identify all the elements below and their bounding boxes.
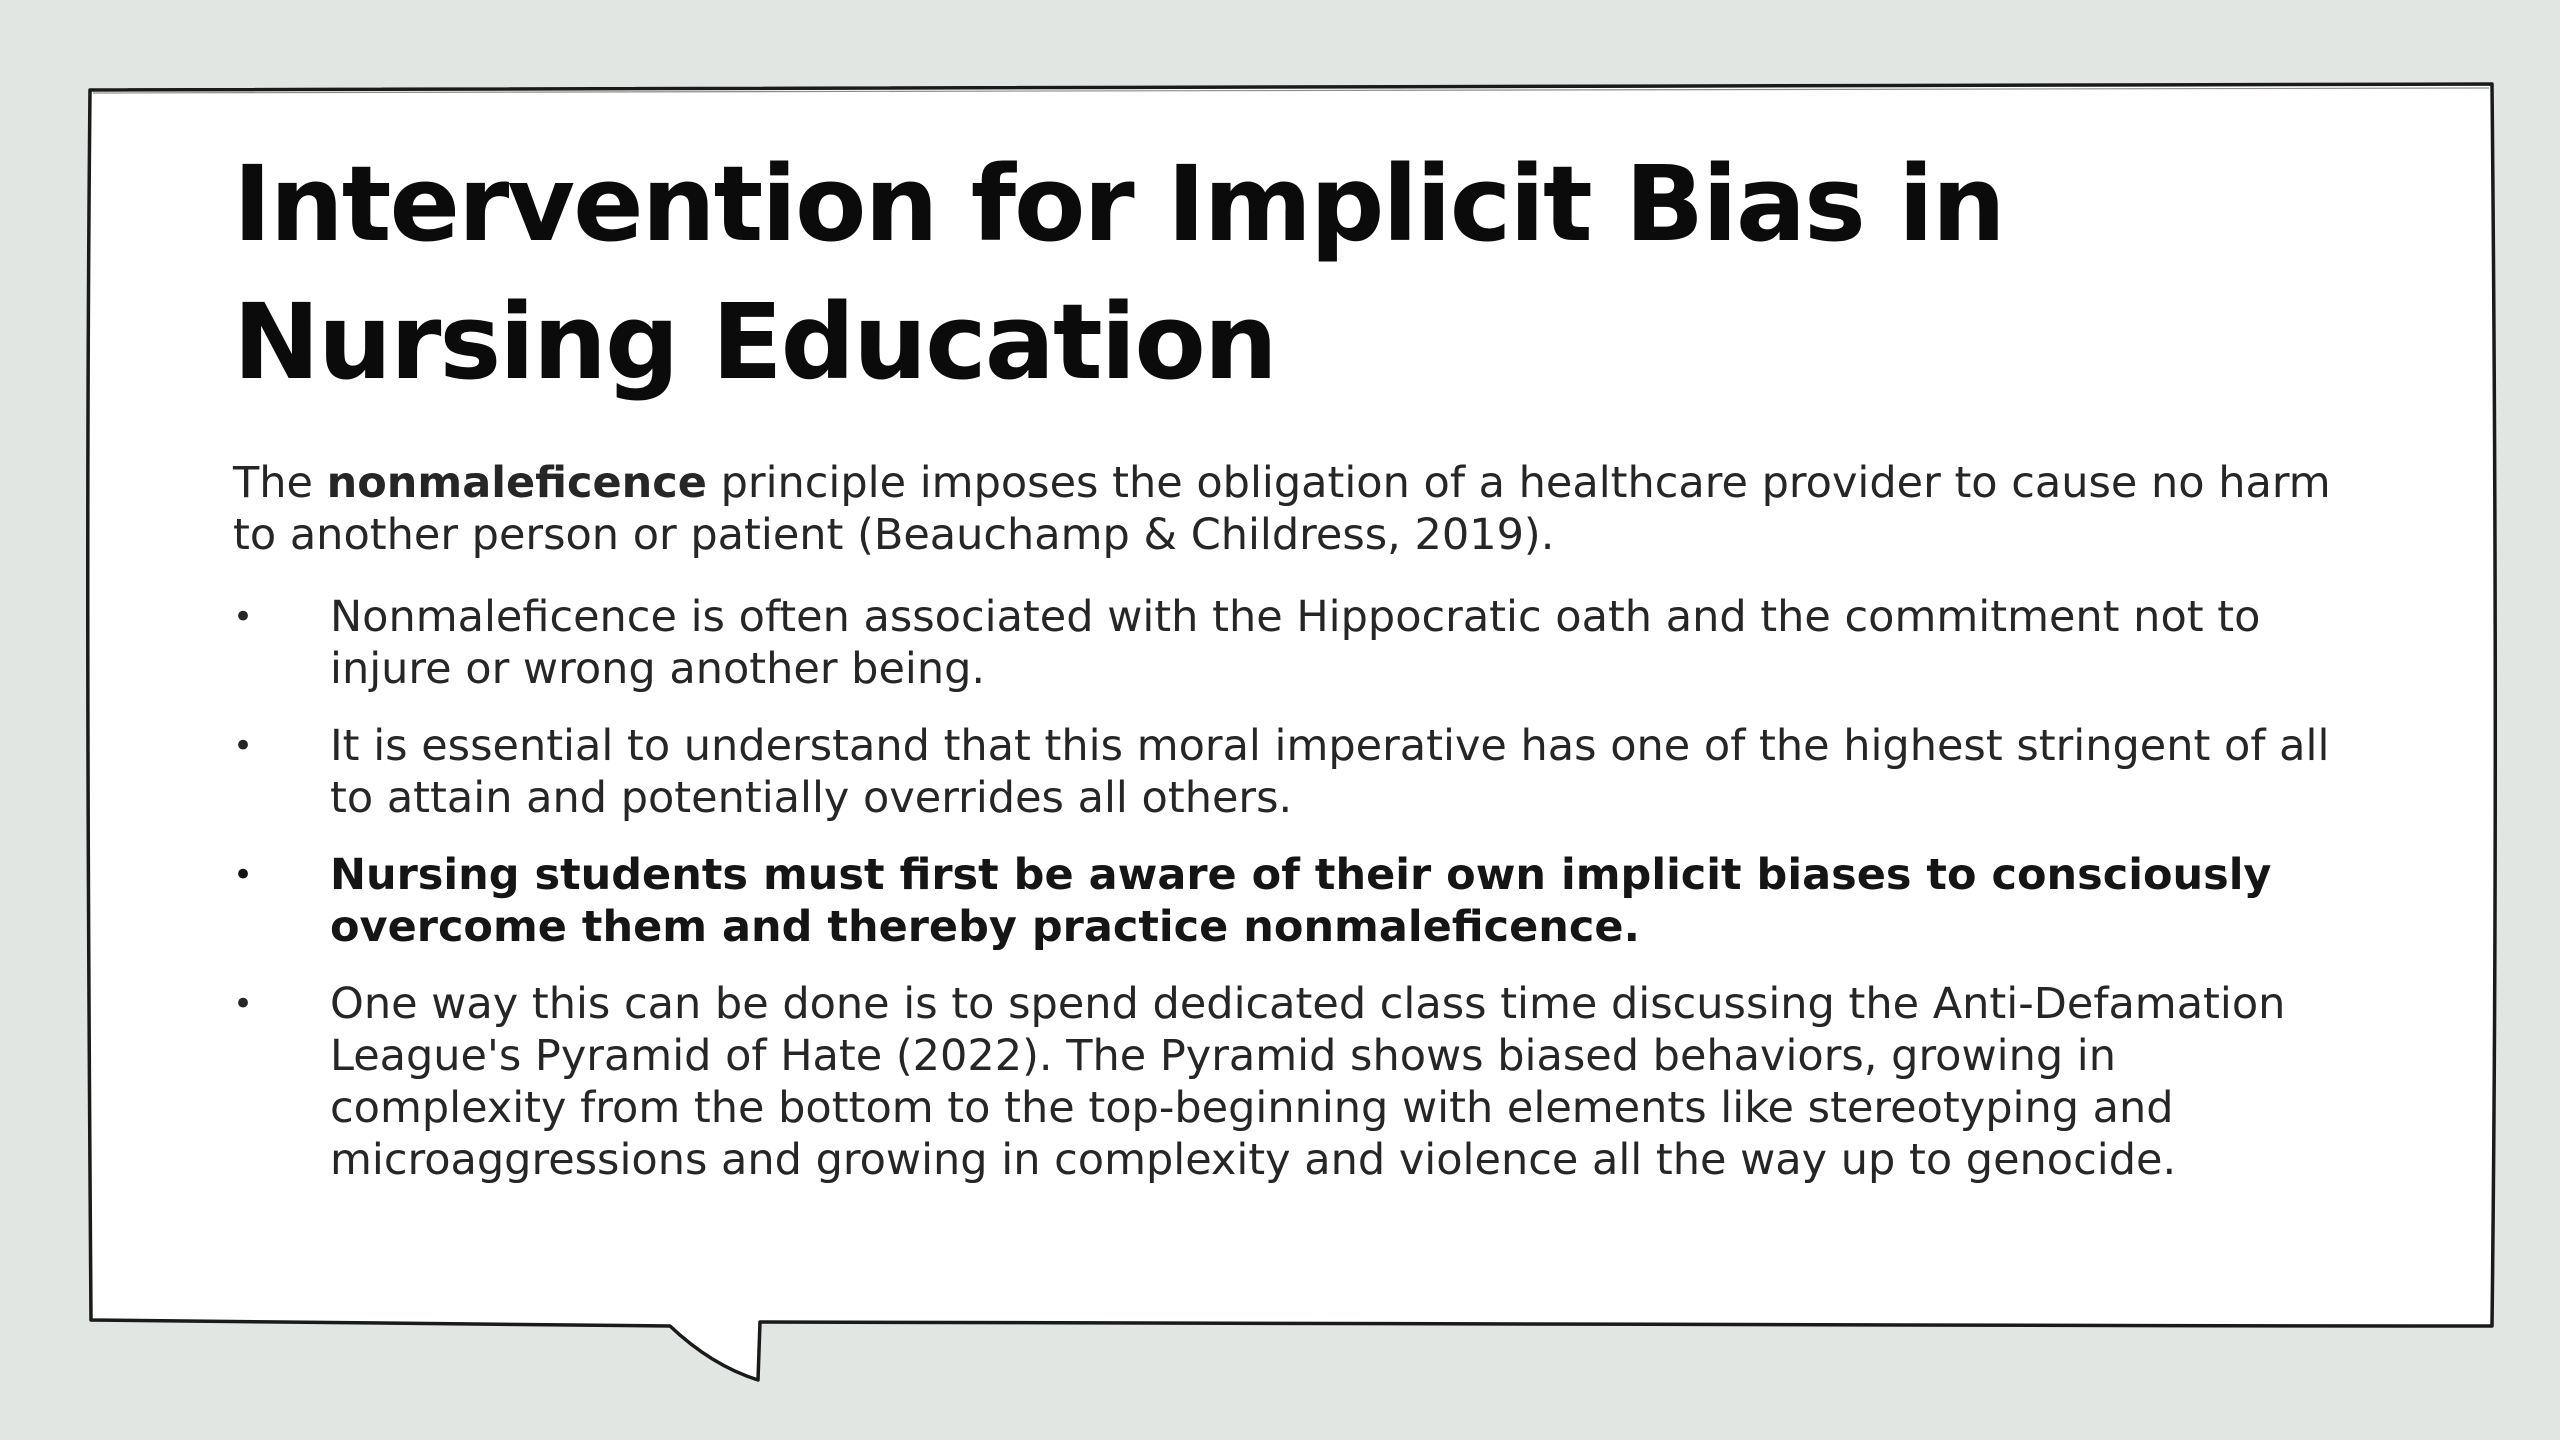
intro-bold-term: nonmaleficence — [326, 458, 707, 508]
bullet-item-3 — [233, 849, 2333, 953]
bullet-marker: • — [233, 726, 254, 766]
bullet-text: Nursing students must first be aware of their own implicit biases to consciously overcome them and thereby practice nonmaleficence. — [330, 850, 2272, 952]
intro-text-after: principle imposes the obligation of a healthcare provider to cause no harm to another person or patient (Beauchamp & Childress, 2019). — [233, 458, 2331, 560]
bullet-marker: • — [233, 855, 254, 895]
bullet-text: It is essential to understand that this moral imperative has one of the highest stringent of all to attain and potentially overrides all others. — [330, 721, 2330, 823]
bullet-item-1 — [233, 591, 2333, 695]
slide-content — [233, 135, 2333, 1211]
intro-paragraph — [233, 457, 2343, 561]
intro-text-before: The — [233, 458, 327, 508]
bullet-text: One way this can be done is to spend dedicated class time discussing the Anti-Defamation League's Pyramid of Hate (2022). The Pyramid shows biased behaviors, growing in complexity from the bottom to the top-beginning with elements like stereotyping and microaggressions and growing in complexity and violence all the way up to genocide. — [330, 979, 2286, 1185]
bullet-marker: • — [233, 984, 254, 1024]
bullet-item-4 — [233, 978, 2333, 1186]
bullet-list — [233, 591, 2333, 1186]
bullet-text: Nonmaleficence is often associated with the Hippocratic oath and the commitment not to injure or wrong another being. — [330, 592, 2261, 694]
bullet-item-2 — [233, 720, 2333, 824]
slide-title: Intervention for Implicit Bias in Nursing Education — [233, 143, 2004, 403]
bullet-marker: • — [233, 597, 254, 637]
